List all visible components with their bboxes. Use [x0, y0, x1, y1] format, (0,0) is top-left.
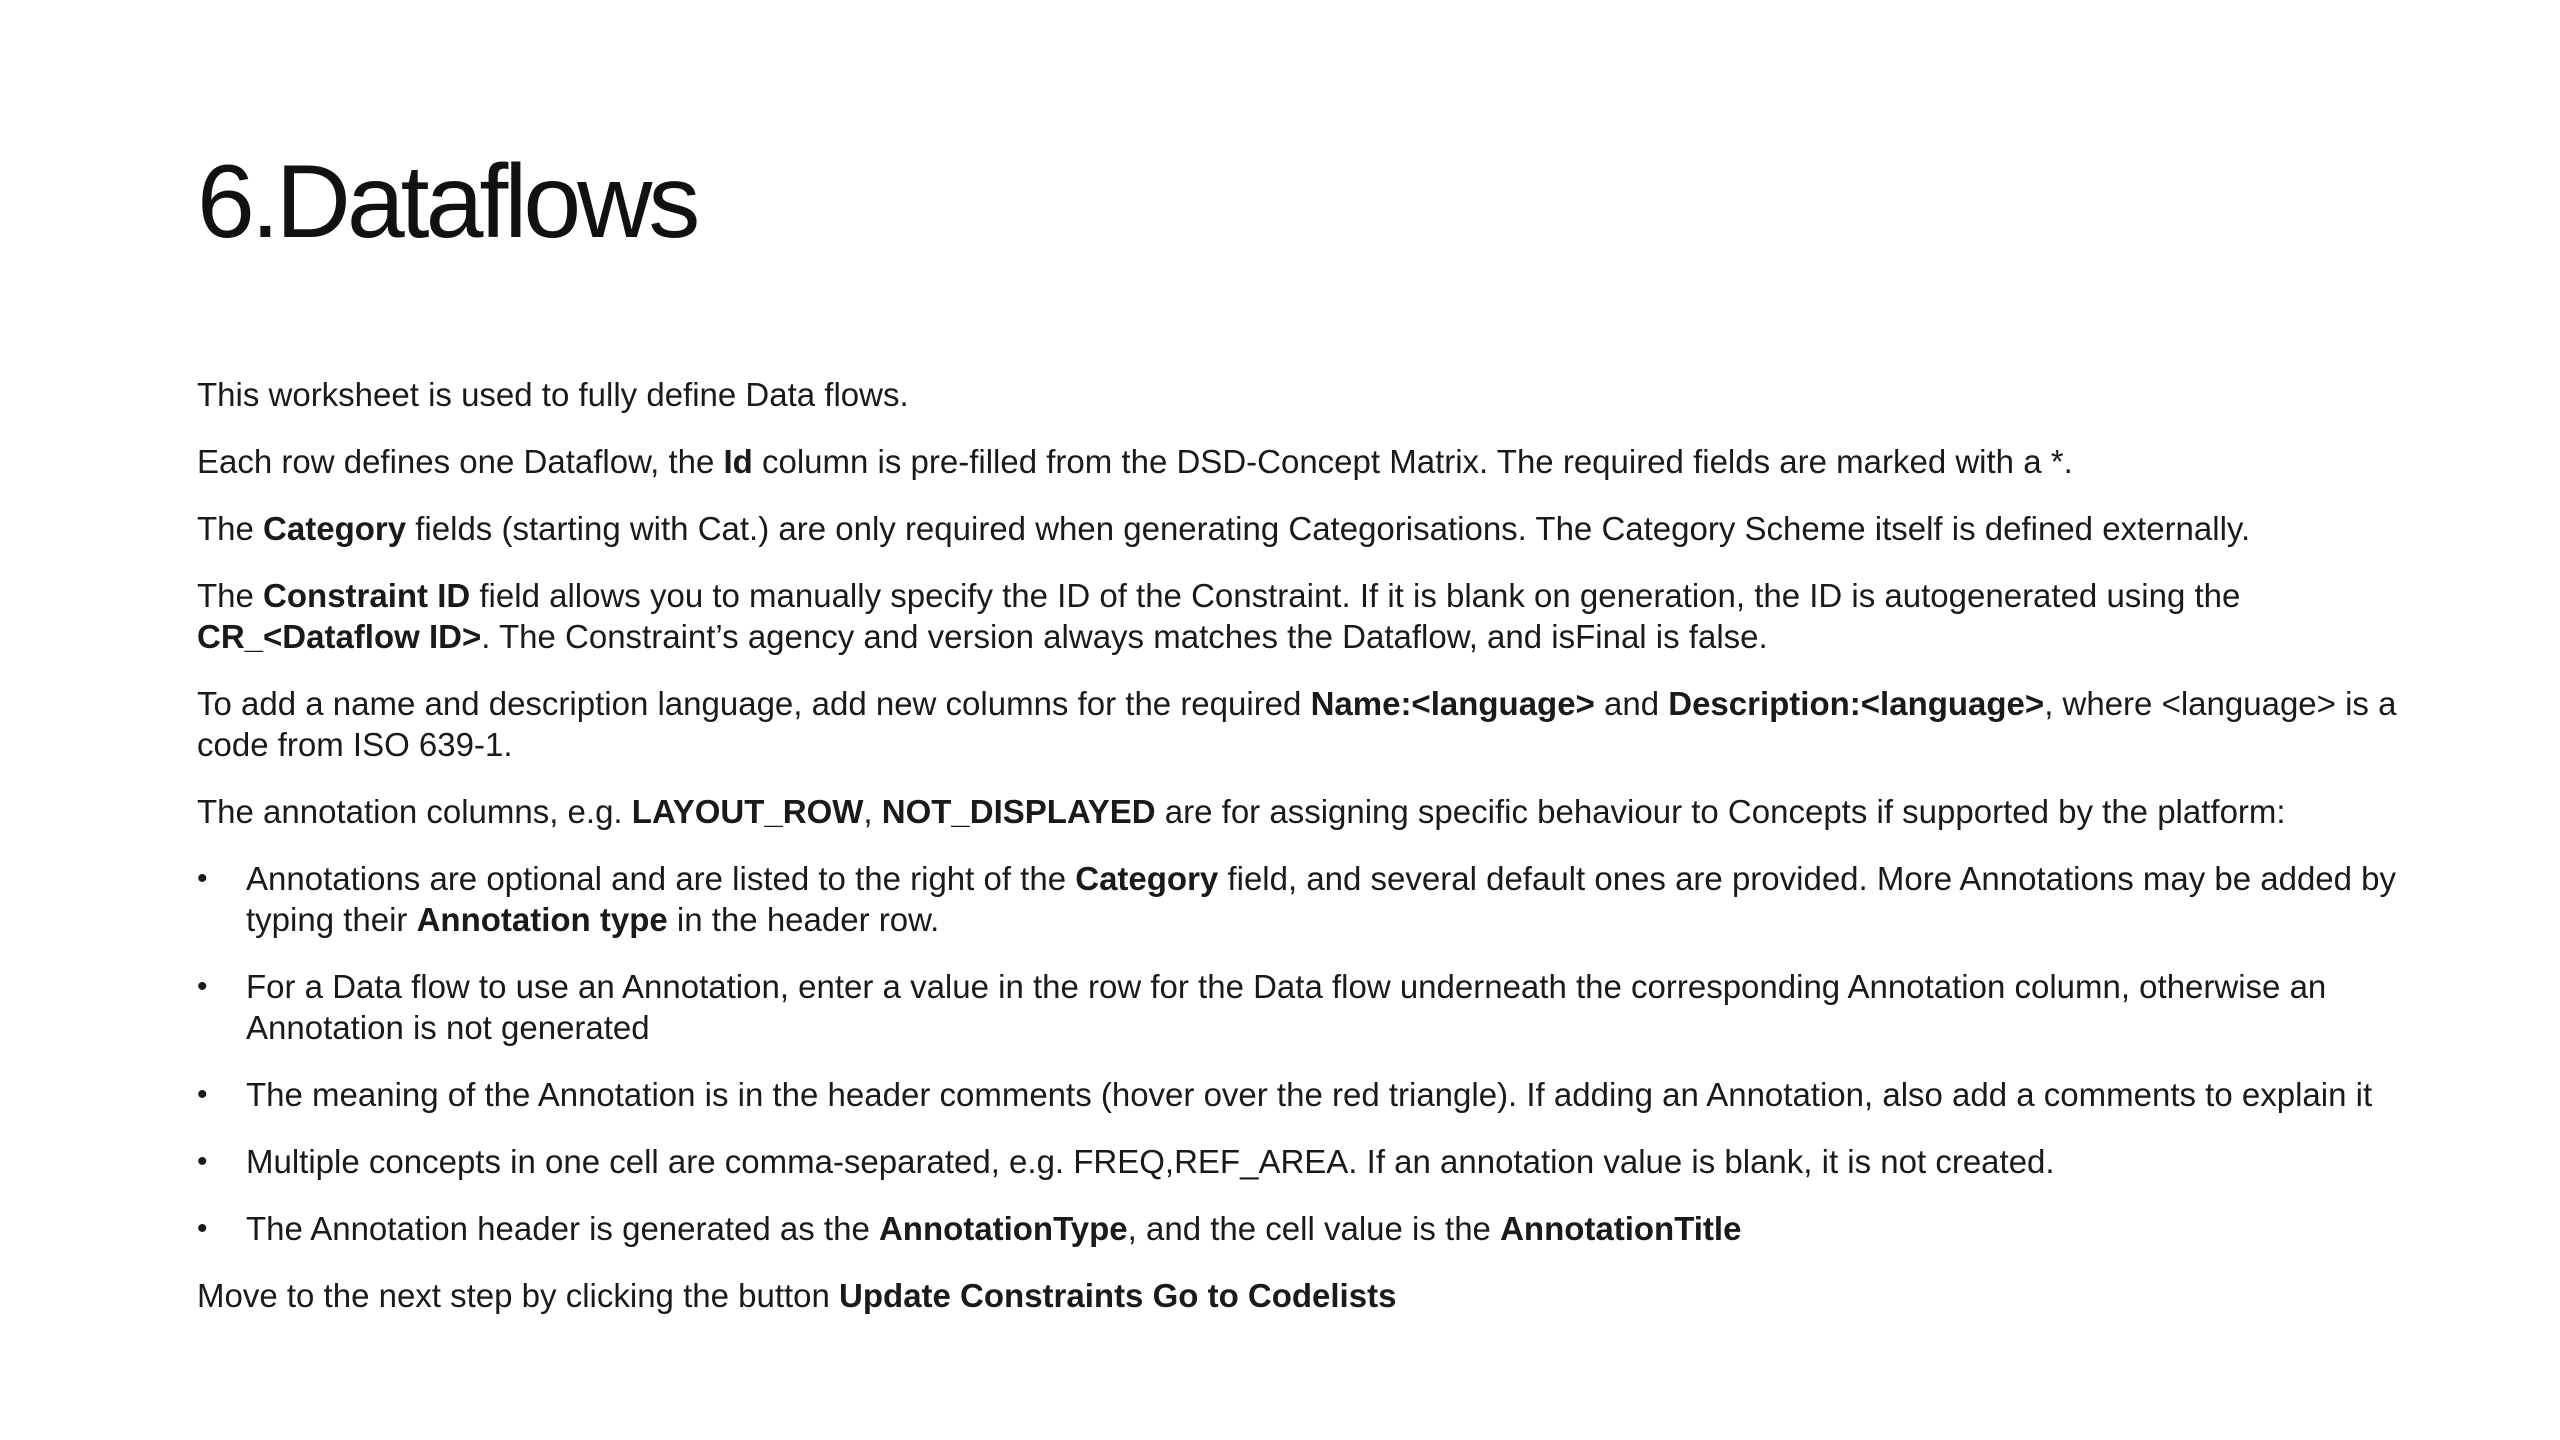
paragraph-text: field allows you to manually specify the ID of the Constraint. If it is blank on generation, the ID is autogenerated using the	[470, 577, 2241, 614]
paragraph-text: The	[197, 510, 264, 547]
paragraph-text: fields (starting with Cat.) are only required when generating Categorisations. The Category Scheme itself is defined externally.	[406, 510, 2251, 547]
list-item	[197, 966, 2427, 1048]
paragraph-text: This worksheet is used to fully define Data flows.	[197, 376, 909, 413]
bold-term: Category	[263, 510, 407, 547]
bold-term: Id	[723, 443, 753, 480]
list-item-text: The Annotation header is generated as the	[246, 1210, 879, 1247]
list-item	[197, 858, 2427, 940]
paragraph-text: ,	[863, 793, 882, 830]
paragraph-text: , where <language> is a code from ISO 639-1.	[197, 685, 2397, 763]
paragraph-text: Each row defines one Dataflow, the	[197, 443, 724, 480]
bullet-list	[197, 858, 2427, 1249]
paragraph	[197, 374, 2427, 415]
bullet-icon: •	[197, 1212, 208, 1245]
paragraph-text: The annotation columns, e.g.	[197, 793, 632, 830]
list-item-text: , and the cell value is the	[1127, 1210, 1501, 1247]
list-item	[197, 1208, 2427, 1249]
bold-term: AnnotationType	[878, 1210, 1128, 1247]
slide-body	[197, 374, 2427, 1316]
paragraph-text: are for assigning specific behaviour to Concepts if supported by the platform:	[1155, 793, 2286, 830]
list-item-text: Annotations are optional and are listed to the right of the	[246, 860, 1076, 897]
list-item-text: field, and several default ones are provided. More Annotations may be added by typing their	[246, 860, 2397, 938]
slide-title: 6.Dataflows	[197, 144, 697, 260]
paragraph	[197, 441, 2427, 482]
paragraph	[197, 575, 2427, 657]
paragraph-text: To add a name and description language, add new columns for the required	[197, 685, 1311, 722]
paragraph-text: The	[197, 577, 264, 614]
bold-term: AnnotationTitle	[1500, 1210, 1742, 1247]
paragraph	[197, 683, 2427, 765]
list-item	[197, 1074, 2427, 1115]
bold-term: Name:<language>	[1310, 685, 1595, 722]
paragraph	[197, 508, 2427, 549]
bullet-icon: •	[197, 862, 208, 895]
bold-term: NOT_DISPLAYED	[881, 793, 1156, 830]
bold-term: Annotation type	[416, 901, 668, 938]
paragraph-text: Move to the next step by clicking the button	[197, 1277, 840, 1314]
list-item-text: For a Data flow to use an Annotation, enter a value in the row for the Data flow underneath the corresponding Annotation column, otherwise an Annotation is not generated	[246, 968, 2327, 1046]
paragraph	[197, 791, 2427, 832]
bullet-icon: •	[197, 970, 208, 1003]
bold-term: Constraint ID	[263, 577, 471, 614]
bold-term: LAYOUT_ROW	[631, 793, 864, 830]
paragraph-text: and	[1594, 685, 1669, 722]
list-item-text: The meaning of the Annotation is in the header comments (hover over the red triangle). If adding an Annotation, also add a comments to explain it	[246, 1076, 2373, 1113]
paragraph-text: . The Constraint’s agency and version always matches the Dataflow, and isFinal is false.	[481, 618, 1768, 655]
closing-paragraph	[197, 1275, 2427, 1316]
bold-term: Description:<language>	[1668, 685, 2045, 722]
list-item	[197, 1141, 2427, 1182]
bold-term: CR_<Dataflow ID>	[197, 618, 482, 655]
list-item-text: in the header row.	[667, 901, 940, 938]
bullet-icon: •	[197, 1145, 208, 1178]
button-reference: Update Constraints Go to Codelists	[839, 1277, 1397, 1314]
list-item-text: Multiple concepts in one cell are comma-separated, e.g. FREQ,REF_AREA. If an annotation value is blank, it is not created.	[246, 1143, 2055, 1180]
bullet-icon: •	[197, 1078, 208, 1111]
paragraph-text: column is pre-filled from the DSD-Concept Matrix. The required fields are marked with a *.	[752, 443, 2073, 480]
bold-term: Category	[1075, 860, 1219, 897]
